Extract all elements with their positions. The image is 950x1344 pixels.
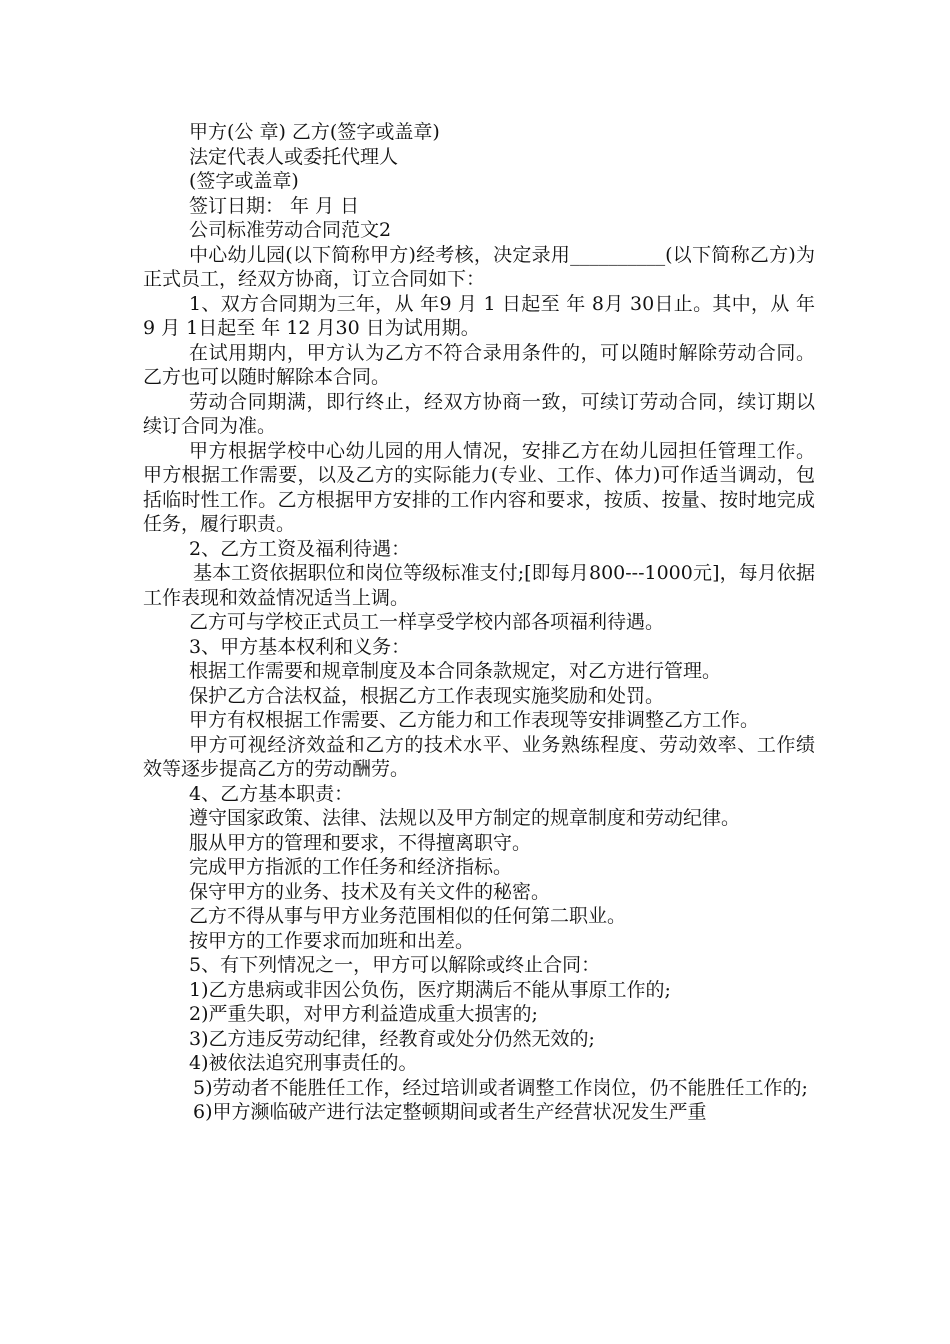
list-item: 5)劳动者不能胜任工作，经过培训或者调整工作岗位，仍不能胜任工作的; <box>193 1076 808 1099</box>
signature-line-date: 签订日期： 年 月 日 <box>189 194 360 217</box>
signature-line-sign-or-seal: (签字或盖章) <box>189 170 299 192</box>
paragraph: 乙方可与学校正式员工一样享受学校内部各项福利待遇。 <box>189 611 665 633</box>
paragraph: 根据工作需要和规章制度及本合同条款规定，对乙方进行管理。 <box>189 660 722 682</box>
paragraph: 劳动合同期满，即行终止，经双方协商一致，可续订劳动合同，续订期以续订合同为准。 <box>143 390 815 437</box>
paragraph: 遵守国家政策、法律、法规以及甲方制定的规章制度和劳动纪律。 <box>189 807 741 829</box>
document-title: 公司标准劳动合同范文2 <box>189 219 392 241</box>
list-item: 4)被依法追究刑事责任的。 <box>189 1052 418 1074</box>
paragraph: 保守甲方的业务、技术及有关文件的秘密。 <box>189 880 551 903</box>
list-item: 3)乙方违反劳动纪律，经教育或处分仍然无效的; <box>189 1027 595 1050</box>
paragraph: 服从甲方的管理和要求，不得擅离职守。 <box>189 831 532 854</box>
section-heading: 3、甲方基本权利和义务： <box>189 635 411 658</box>
list-item: 6)甲方濒临破产进行法定整顿期间或者生产经营状况发生严重 <box>193 1101 707 1123</box>
paragraph: 基本工资依据职位和岗位等级标准支付;[即每月800---1000元]，每月依据工作表现和效益情况适当上调。 <box>143 562 815 609</box>
paragraph: 1、双方合同期为三年，从 年9 月 1 日起至 年 8月 30日止。其中，从 年9 月 1日起至 年 12 月30 日为试用期。 <box>143 292 815 339</box>
section-heading: 5、有下列情况之一，甲方可以解除或终止合同： <box>189 954 601 976</box>
paragraph: 完成甲方指派的工作任务和经济指标。 <box>189 856 513 878</box>
paragraph: 甲方有权根据工作需要、乙方能力和工作表现等安排调整乙方工作。 <box>189 709 760 731</box>
section-heading: 4、乙方基本职责： <box>189 782 354 805</box>
signature-line-representative: 法定代表人或委托代理人 <box>189 145 399 168</box>
paragraph: 按甲方的工作要求而加班和出差。 <box>189 929 475 952</box>
paragraph: 保护乙方合法权益，根据乙方工作表现实施奖励和处罚。 <box>189 684 665 707</box>
paragraph: 甲方可视经济效益和乙方的技术水平、业务熟练程度、劳动效率、工作绩效等逐步提高乙方的劳动酬劳。 <box>143 733 815 780</box>
document-body <box>143 120 815 1125</box>
paragraph: 中心幼儿园(以下简称甲方)经考核，决定录用__________(以下简称乙方)为正式员工，经双方协商，订立合同如下： <box>143 243 815 290</box>
signature-line-parties: 甲方(公 章) 乙方(签字或盖章) <box>189 121 440 143</box>
list-item: 2)严重失职，对甲方利益造成重大损害的; <box>189 1003 538 1025</box>
paragraph: 甲方根据学校中心幼儿园的用人情况，安排乙方在幼儿园担任管理工作。甲方根据工作需要，以及乙方的实际能力(专业、工作、体力)可作适当调动，包括临时性工作。乙方根据甲方安排的工作内容和要求，按质、按量、按时地完成任务，履行职责。 <box>143 439 815 535</box>
paragraph: 在试用期内，甲方认为乙方不符合录用条件的，可以随时解除劳动合同。乙方也可以随时解除本合同。 <box>143 341 815 388</box>
paragraph: 乙方不得从事与甲方业务范围相似的任何第二职业。 <box>189 905 627 927</box>
list-item: 1)乙方患病或非因公负伤，医疗期满后不能从事原工作的; <box>189 978 671 1001</box>
section-heading: 2、乙方工资及福利待遇： <box>189 537 411 560</box>
